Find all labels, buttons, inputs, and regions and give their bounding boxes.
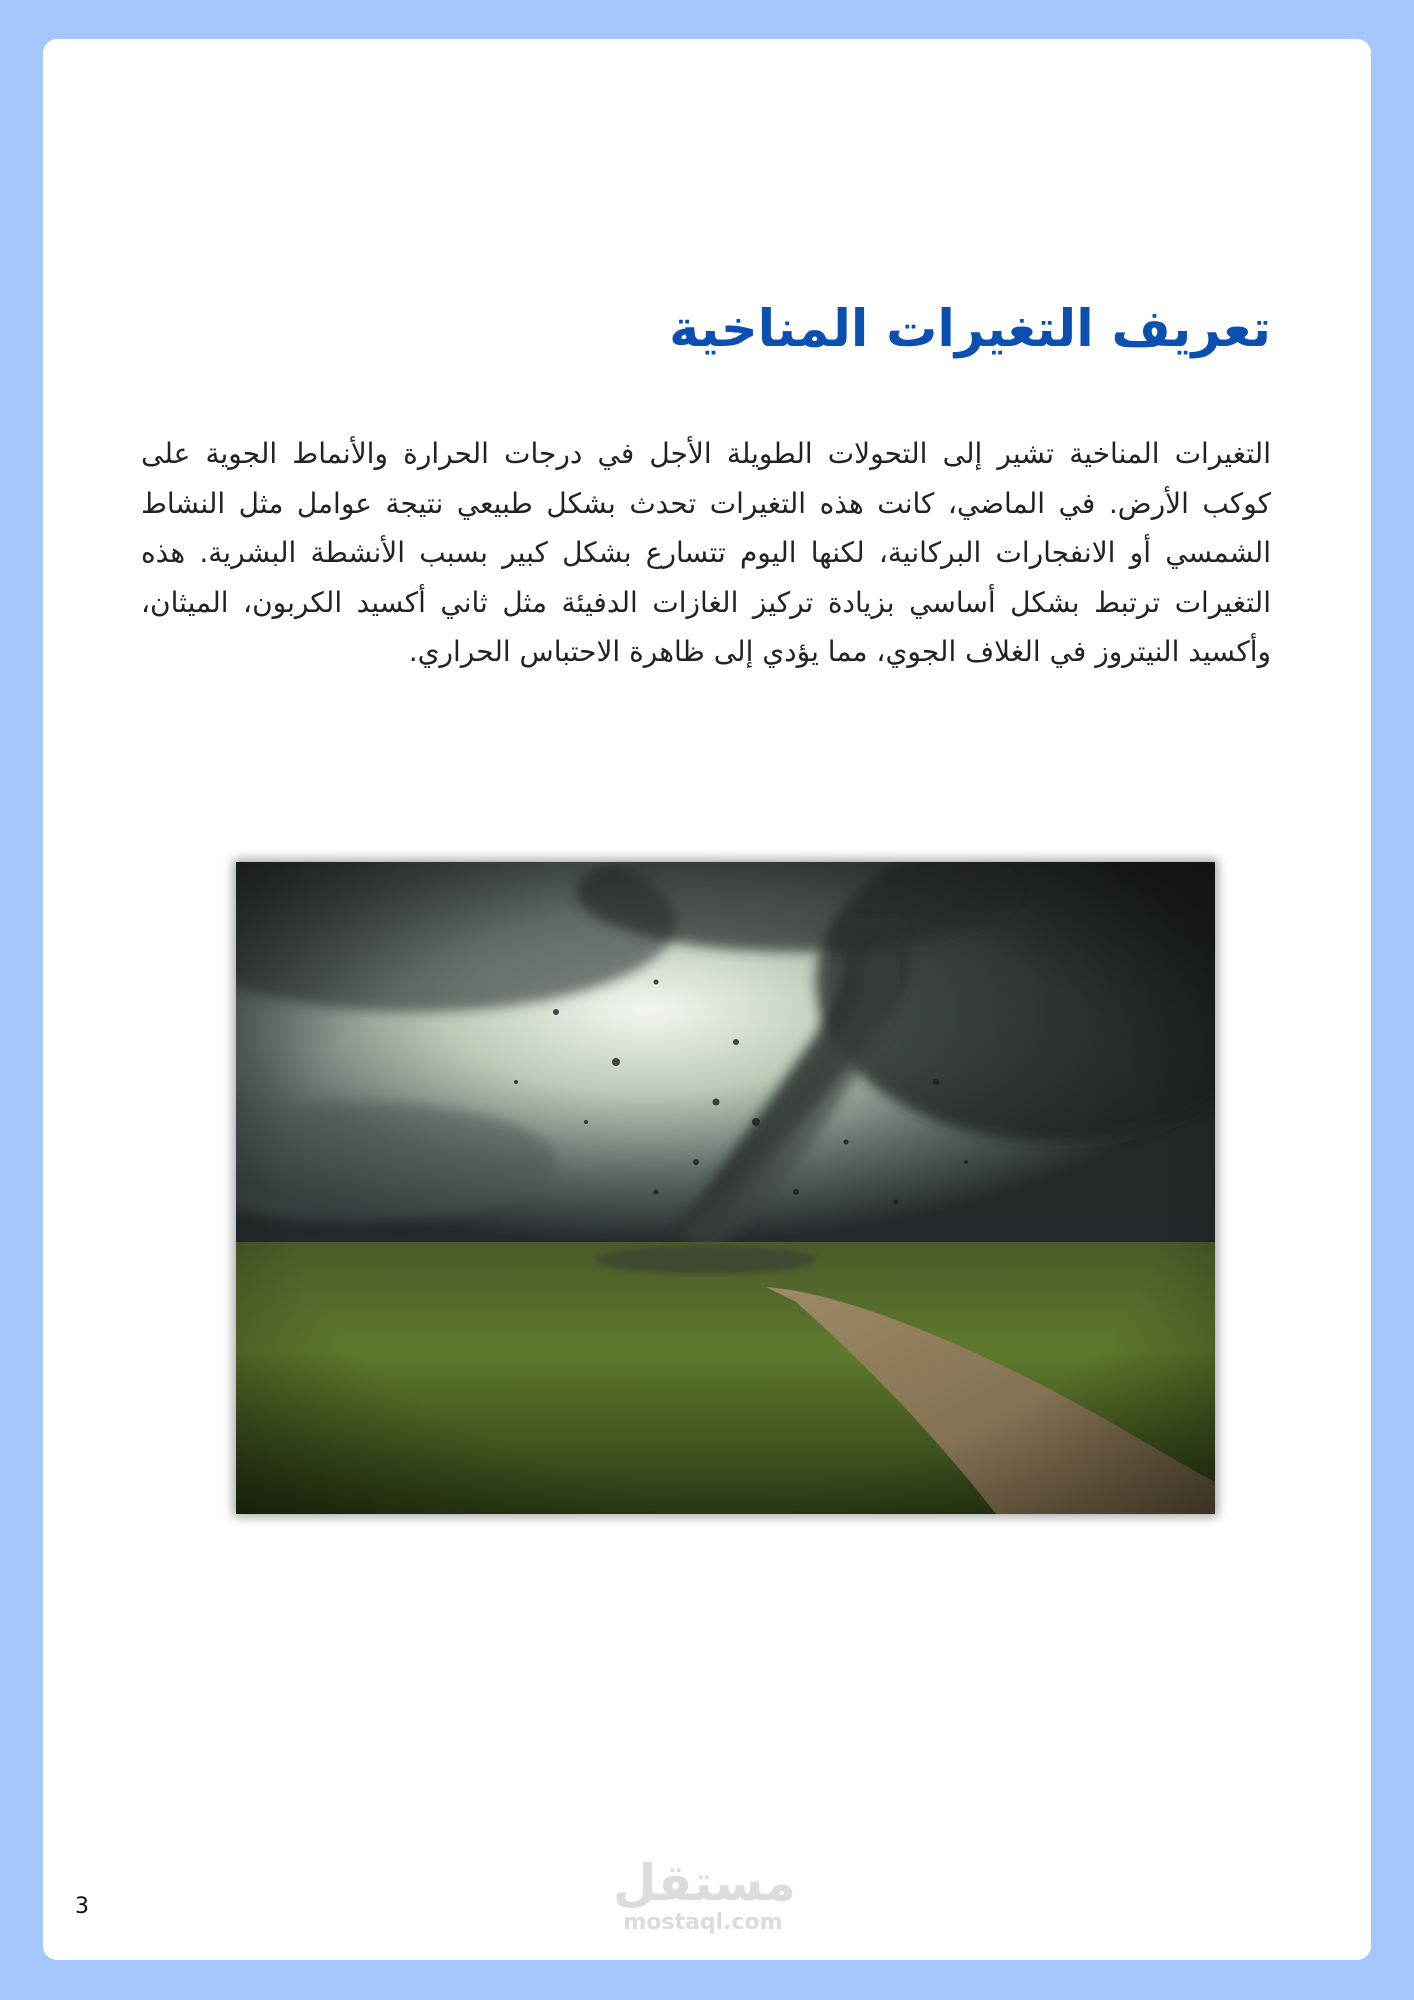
- page-number: 3: [75, 1894, 89, 1919]
- tornado-photo: [236, 862, 1215, 1514]
- watermark-latin: mostaql.com: [623, 1910, 783, 1935]
- document-page: [43, 39, 1371, 1960]
- page-title: تعريف التغيرات المناخية: [669, 300, 1271, 359]
- watermark-arabic: مستقل: [613, 1854, 796, 1912]
- body-paragraph: التغيرات المناخية تشير إلى التحولات الطويلة الأجل في درجات الحرارة والأنماط الجوية على كوكب الأرض. في الماضي، كانت هذه التغيرات تحدث بشكل طبيعي نتيجة عوامل مثل النشاط الشمسي أو الانفجارات البركانية، لكنها اليوم تتسارع بشكل كبير بسبب الأنشطة البشرية. هذه التغيرات ترتبط بشكل أساسي بزيادة تركيز الغازات الدفيئة مثل ثاني أكسيد الكربون، الميثان، وأكسيد النيتروز في الغلاف الجوي، مما يؤدي إلى ظاهرة الاحتباس الحراري.: [141, 437, 1271, 669]
- mostaql-watermark-logo: [613, 1854, 796, 1935]
